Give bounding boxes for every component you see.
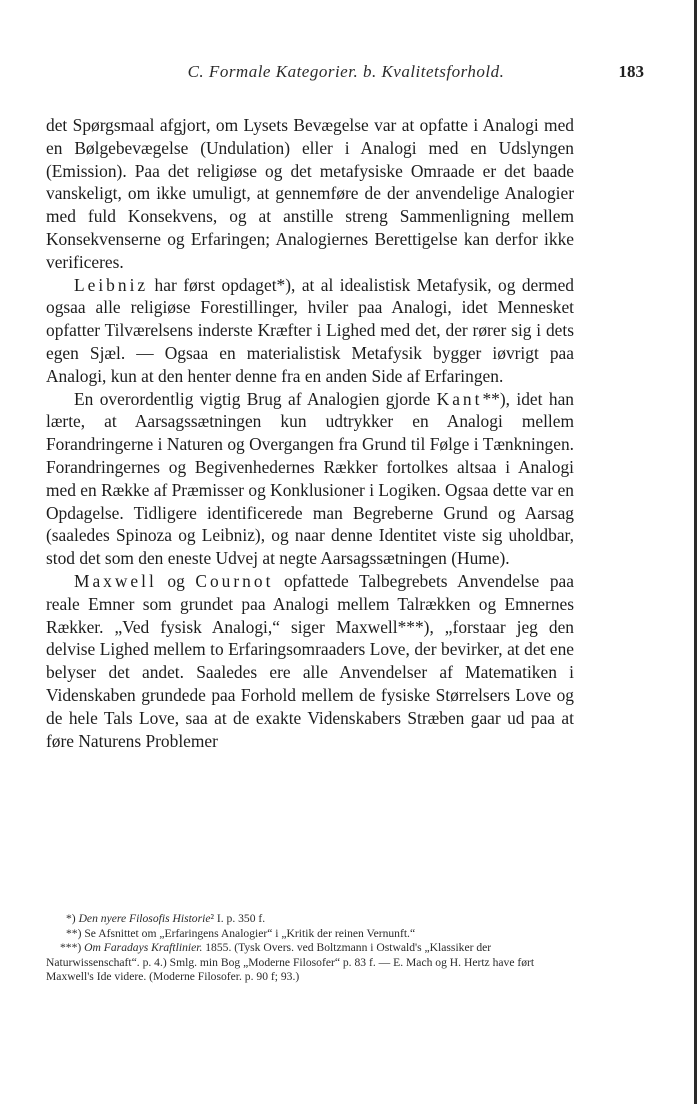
paragraph-3 [46, 388, 574, 570]
paragraph-3-start: En overordentlig vigtig Brug af Analogien gjorde [74, 388, 437, 409]
paragraph-4 [46, 570, 574, 752]
paragraph-3-text: **), idet han lærte, at Aarsagssætningen kun udtrykker en Analogi mellem Forandringerne i Naturen og Overgangen fra Grund til Følge i Tænkningen. Forandringernes og Begivenhedernes Rækker fortolkes altsaa i Analogi med en Række af Præmisser og Konklusioner i Logiken. Ogsaa dette var en Opdagelse. Tidligere identificerede man Begreberne Grund og Aarsag (saaledes Spinoza og Leibniz), og naar denne Identitet viste sig uholdbar, stod det som den eneste Udvej at negte Aarsagssætningen (Hume). [46, 388, 574, 569]
paragraph-4-text: opfattede Talbegrebets Anvendelse paa reale Emner som grundet paa Analogi mellem Talrækken og Emnernes Rækker. „Ved fysisk Analogi,“ siger Maxwell***), „forstaar jeg den delvise Lighed mellem to Erfaringsomraaders Love, der bevirker, at det ene belyser det andet. Saaledes ere alle Anvendelser af Matematiken i Videnskaben grundede paa Forhold mellem de fysiske Størrelsers Love og de hele Tals Love, saa at de exakte Videnskabers Stræben gaar ud paa at føre Naturens Problemer [46, 570, 574, 751]
footnote-3 [46, 941, 574, 985]
name-cournot: Cournot [195, 570, 274, 591]
footnotes [46, 912, 574, 985]
footnote-1 [46, 912, 574, 927]
paragraph-1-text: det Spørgsmaal afgjort, om Lysets Bevægelse var at opfatte i Analogi med en Bølgebevægelse (Undulation) eller i Analogi med en Udslyngen (Emission). Paa det religiøse og det metafysiske Omraade er det baade vanskeligt, om ikke umuligt, at gennemføre de der anvendelige Analogier med fuld Konsekvens, og at anstille streng Sammenligning mellem Konsekvenserne og Erfaringen; Analogiernes Berettigelse kan derfor ikke verificeres. [46, 115, 574, 272]
paragraph-4-og: og [156, 570, 196, 591]
name-maxwell: Maxwell [74, 570, 157, 591]
footnote-2: **) Se Afsnittet om „Erfaringens Analogier“ i „Kritik der reinen Vernunft.“ [66, 926, 416, 940]
name-kant: Kant [436, 388, 483, 409]
footnote-1-text: ² I. p. 350 f. [210, 912, 266, 925]
footnote-3-title: Om Faradays Kraftlinier. [84, 941, 203, 955]
paragraph-1 [46, 114, 574, 274]
paragraph-2 [46, 274, 574, 388]
running-title: C. Formale Kategorier. b. Kvalitetsforhold. [187, 62, 505, 81]
page-number: 183 [618, 62, 644, 81]
footnote-3-text: 1855. (Tysk Overs. ved Boltzmann i Ostwald's „Klassiker der Naturwissenschaft“. p. 4.) Smlg. min Bog „Moderne Filosofer“ p. 83 f. — E. Mach og H. Hertz have ført Maxwell's Ide videre. (Moderne Filosofer. p. 90 f; 93.) [46, 941, 535, 984]
footnote-1-title: Den nyere Filosofis Historie [78, 912, 211, 925]
footnote-3-mark: ***) [60, 941, 85, 955]
footnote-1-mark: *) [66, 912, 79, 925]
name-leibniz: Leibniz [74, 274, 149, 295]
running-head [46, 62, 646, 88]
paragraph-2-text: har først opdaget*), at al idealistisk Metafysik, og dermed ogsaa alle religiøse Forestillinger, hviler paa Analogi, idet Mennesket opfatter Tilværelsens inderste Kræfter i Lighed med det, der rører sig i dets egen Sjæl. — Ogsaa en materialistisk Metafysik bygger iøvrigt paa Analogi, kun at den henter denne fra en anden Side af Erfaringen. [46, 274, 574, 386]
body-text [46, 114, 574, 752]
